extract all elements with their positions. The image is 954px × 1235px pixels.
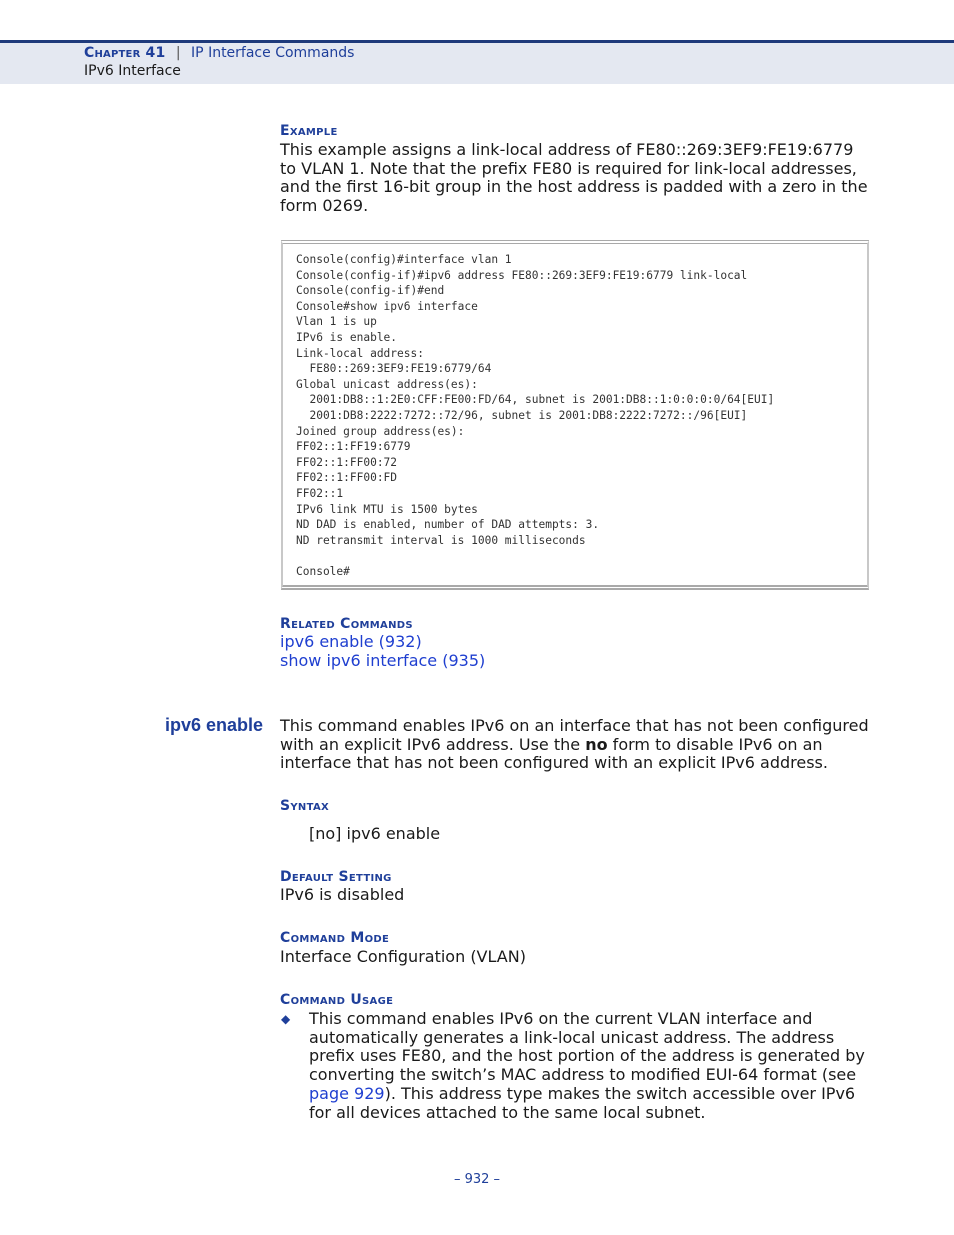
code-line: [296, 548, 774, 564]
code-line: Global unicast address(es):: [296, 377, 478, 391]
code-example-box: [281, 240, 869, 590]
command-description: [280, 717, 870, 773]
page-929-link[interactable]: page 929: [309, 1083, 385, 1103]
code-line: Console(config-if)#end: [296, 284, 445, 298]
command-usage-text-start: This command enables IPv6 on the current VLAN interface and automatically generates a link-local unicast address. The address prefix uses FE80, and the host portion of the address is generated by converting the switch’s MAC address to modified EUI-64 format (see: [309, 1009, 865, 1085]
code-line: FF02::1: [296, 486, 344, 500]
code-line: 2001:DB8::1:2E0:CFF:FE00:FD/64, subnet is 2001:DB8::1:0:0:0:0/64[EUI]: [296, 393, 775, 407]
code-line: Console#: [296, 564, 350, 578]
chapter-title: IP Interface Commands: [191, 45, 355, 61]
header-chapter-line: [84, 45, 354, 61]
default-setting-text: IPv6 is disabled: [280, 885, 405, 904]
command-description-bold: no: [585, 734, 608, 754]
command-usage-heading: Command Usage: [280, 992, 394, 1008]
page-header: [0, 0, 954, 84]
diamond-bullet-icon: ◆: [281, 1012, 291, 1026]
command-description-text: This command enables IPv6 on an interface that has not been configured with an explicit IPv6 address. Use the: [280, 716, 869, 754]
header-separator: |: [175, 45, 181, 61]
code-line: Console(config-if)#ipv6 address FE80::269:3EF9:FE19:6779 link-local: [296, 268, 748, 282]
code-line: Link-local address:: [296, 346, 424, 360]
chapter-number: Chapter 41: [84, 45, 166, 61]
command-usage-text: [309, 1010, 871, 1122]
code-line: Console(config)#interface vlan 1: [296, 253, 512, 266]
code-line: FF02::1:FF00:FD: [296, 471, 398, 485]
command-title: ipv6 enable: [165, 715, 264, 735]
section-title: IPv6 Interface: [84, 63, 181, 79]
example-description: This example assigns a link-local address of FE80::269:3EF9:FE19:6779 to VLAN 1. Note that the prefix FE80 is required for link-local addresses, and the first 16-bit group in the host address is padded with a zero in the form 0269.: [280, 140, 868, 216]
default-setting-heading: Default Setting: [280, 869, 392, 885]
code-line: Vlan 1 is up: [296, 315, 377, 329]
code-line: ND DAD is enabled, number of DAD attempts: 3.: [296, 518, 600, 532]
code-line: FF02::1:FF19:6779: [296, 440, 411, 454]
code-line: IPv6 is enable.: [296, 330, 398, 344]
command-mode-heading: Command Mode: [280, 930, 390, 946]
related-link-ipv6-enable[interactable]: ipv6 enable (932): [280, 632, 422, 651]
example-heading: Example: [280, 123, 338, 139]
related-commands-list: [280, 633, 870, 670]
page-number: – 932 –: [453, 1172, 501, 1187]
code-line: 2001:DB8:2222:7272::72/96, subnet is 2001:DB8:2222:7272::/96[EUI]: [296, 408, 748, 422]
code-line: FF02::1:FF00:72: [296, 455, 398, 469]
code-line: Joined group address(es):: [296, 424, 465, 438]
command-mode-text: Interface Configuration (VLAN): [280, 947, 526, 966]
command-description-text-end: form to disable IPv6 on an interface that has not been configured with an explicit IPv6 address.: [280, 734, 828, 773]
code-line: Console#show ipv6 interface: [296, 299, 478, 313]
code-listing: [296, 252, 774, 579]
code-line: IPv6 link MTU is 1500 bytes: [296, 502, 478, 516]
related-commands-heading: Related Commands: [280, 616, 413, 632]
syntax-text: [no] ipv6 enable: [309, 824, 441, 843]
related-link-show-ipv6-interface[interactable]: show ipv6 interface (935): [280, 650, 486, 670]
syntax-heading: Syntax: [280, 798, 329, 814]
code-line: ND retransmit interval is 1000 milliseconds: [296, 533, 586, 547]
code-line: FE80::269:3EF9:FE19:6779/64: [296, 362, 492, 376]
command-usage-text-end: ). This address type makes the switch accessible over IPv6 for all devices attached to the same local subnet.: [309, 1083, 856, 1122]
